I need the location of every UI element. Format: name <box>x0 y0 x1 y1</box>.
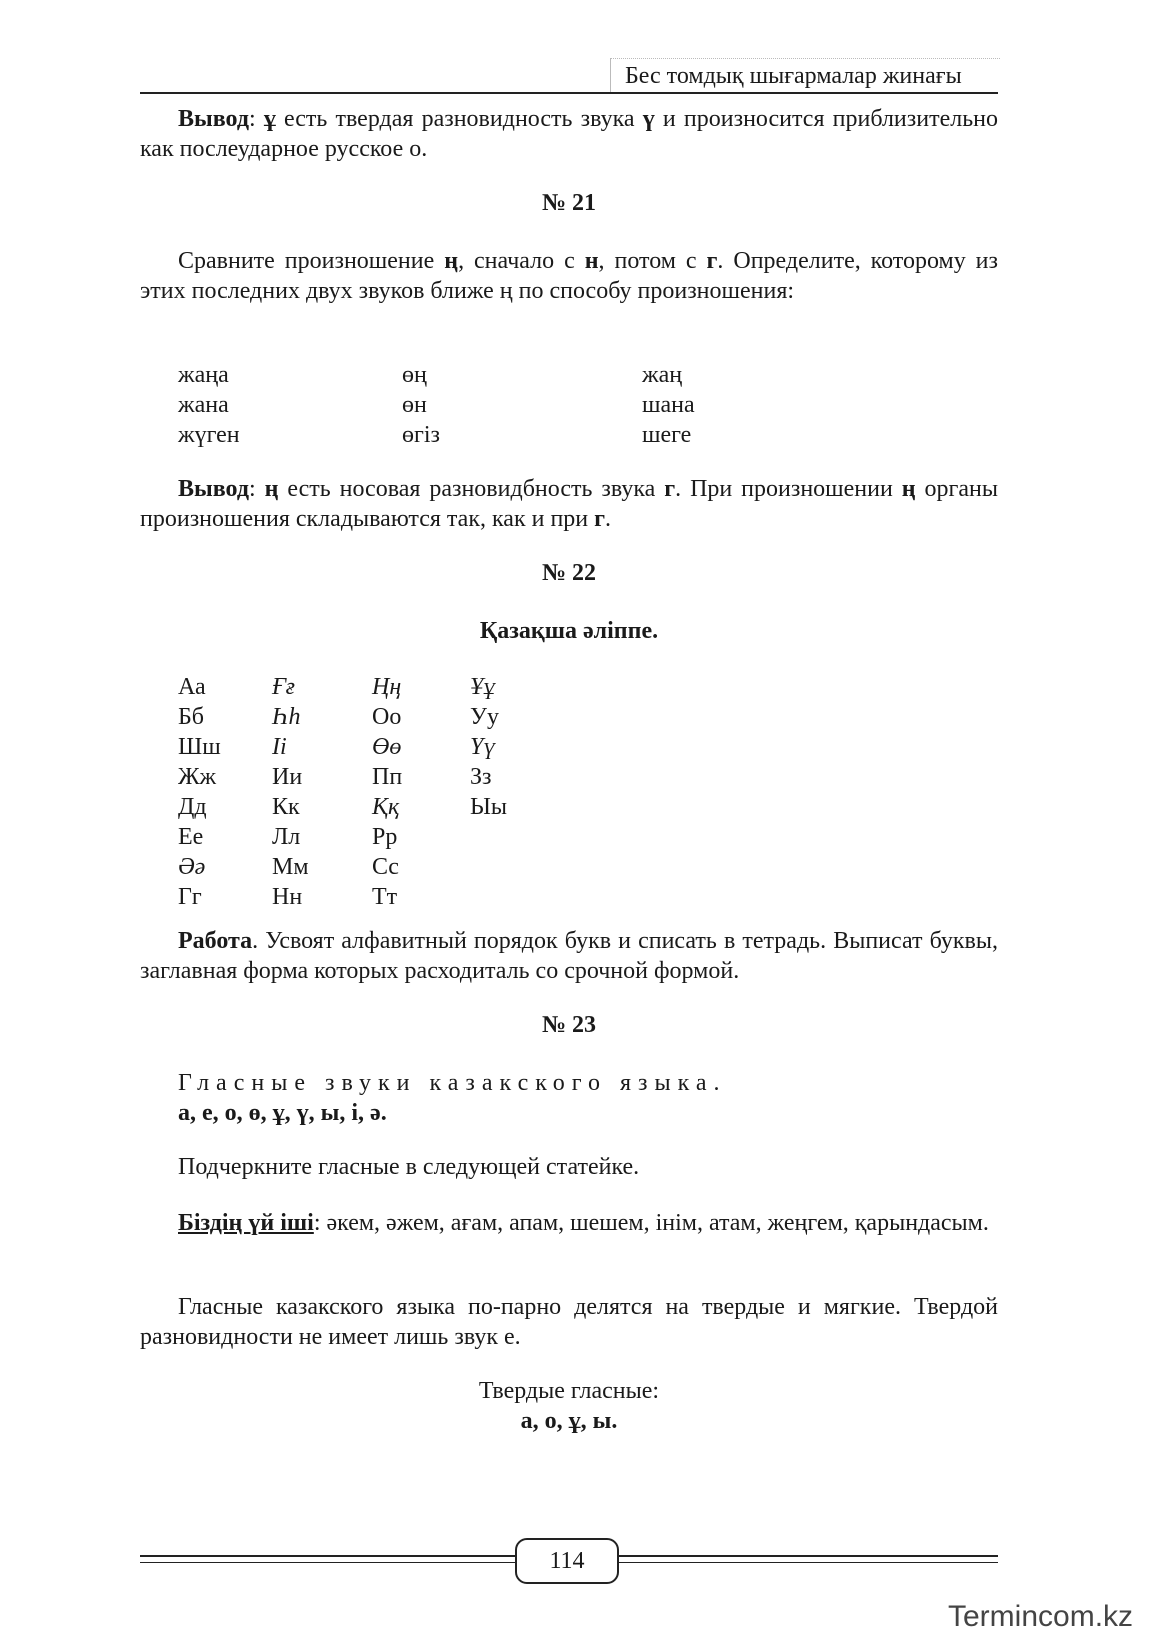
letter: ұ <box>263 106 276 132</box>
previous-conclusion <box>140 104 998 164</box>
letter-pair: Аа <box>178 674 206 700</box>
vowels-heading: Гласные звуки казакского языка. <box>178 1070 727 1096</box>
work-label: Работа <box>178 928 253 954</box>
text-run: : әкем, әжем, ағам, апам, шешем, інім, атам, жеңгем, қарындасым. <box>313 1210 989 1236</box>
page-number: 114 <box>515 1538 619 1584</box>
text-run: и произносится приблизительно как послеударное русское о. <box>140 106 999 162</box>
exercise-21-number <box>140 188 998 218</box>
letter-pair: Іі <box>272 734 287 760</box>
conclusion-paragraph <box>140 474 998 534</box>
text-run: , сначало с <box>458 248 585 274</box>
text-run: : <box>249 106 264 132</box>
letter-pair: Зз <box>470 764 492 790</box>
hard-vowels-list <box>140 1406 998 1436</box>
letter-pair: Ққ <box>372 794 400 820</box>
alphabet-column-2 <box>272 672 309 912</box>
conclusion-label: Вывод <box>178 106 249 132</box>
letter-pair: Жж <box>178 764 217 790</box>
alphabet-column-4 <box>470 672 507 822</box>
exercise-21-conclusion <box>140 474 998 534</box>
conclusion-label: Вывод <box>178 476 249 502</box>
letter-pair: Уу <box>470 704 499 730</box>
word: өң <box>402 362 427 388</box>
letter-pair: Нн <box>272 884 303 910</box>
text-run: . Определите, которому из этих последних двух звуков ближе ң по способу произношения: <box>140 248 998 304</box>
word-column-3 <box>642 360 695 450</box>
word: жана <box>178 392 229 418</box>
text-run: . Усвоят алфавитный порядок букв и списать в тетрадь. Выписат буквы, заглавная форма которых расходиталь со срочной формой. <box>140 928 998 984</box>
conclusion-paragraph <box>140 104 998 164</box>
hard-vowels-heading: Твердые гласные: <box>478 1378 660 1404</box>
alphabet-column-3 <box>372 672 402 912</box>
exercise-22-number <box>140 558 998 588</box>
task-paragraph: Подчеркните гласные в следующей статейке. <box>178 1154 640 1180</box>
exercise-23-number <box>140 1010 998 1040</box>
letter: ң <box>901 476 916 502</box>
footer-rule-left-thin <box>140 1562 515 1563</box>
text-run: . <box>605 506 612 532</box>
letter-pair: Бб <box>178 704 204 730</box>
letter-pair: Ғғ <box>272 674 296 700</box>
task-paragraph <box>140 246 998 306</box>
alphabet-table <box>140 672 640 914</box>
text-run: есть носовая разновидбность звука <box>278 476 665 502</box>
letter: ң <box>264 476 279 502</box>
letter-pair: Оо <box>372 704 402 730</box>
letter: ү <box>642 106 655 132</box>
text-run: органы произношения складываются так, как и при <box>140 476 998 532</box>
letter-pair: Ңң <box>372 674 402 700</box>
footer-rule-right <box>619 1555 998 1557</box>
text-run: Сравните произношение <box>178 248 445 274</box>
text-paragraph <box>140 1208 998 1238</box>
text-run: , потом с <box>598 248 707 274</box>
letter-pair: Кк <box>272 794 300 820</box>
word-column-1 <box>178 360 240 450</box>
alphabet-title: Қазақша әліппе. <box>479 618 659 644</box>
letter-pair: Шш <box>178 734 221 760</box>
letter-pair: Әә <box>178 854 206 880</box>
letter-pair: Өө <box>372 734 402 760</box>
letter-pair: Ұұ <box>470 674 496 700</box>
alphabet-column-1 <box>178 672 221 912</box>
letter-pair: Үү <box>470 734 496 760</box>
text-title: Біздің үй іші <box>178 1210 314 1236</box>
word: жаң <box>642 362 683 388</box>
vowels-list-text: а, е, о, ө, ұ, ү, ы, і, ә. <box>178 1100 387 1126</box>
letter-pair: Ии <box>272 764 303 790</box>
letter-pair: Һһ <box>272 704 301 730</box>
vowels-heading-block <box>140 1068 998 1128</box>
letter: г <box>706 248 718 274</box>
vowels-list <box>140 1098 998 1128</box>
letter-pair: Ыы <box>470 794 508 820</box>
letter-pair: Сс <box>372 854 399 880</box>
exercise-21-task <box>140 246 998 306</box>
letter-pair: Гг <box>178 884 202 910</box>
word-columns <box>140 360 998 452</box>
word: шана <box>642 392 695 418</box>
letter: г <box>664 476 676 502</box>
text-run: : <box>249 476 265 502</box>
text-run: есть твердая разновидность звука <box>275 106 643 132</box>
exercise-23-paragraph <box>140 1292 998 1352</box>
letter-pair: Дд <box>178 794 207 820</box>
work-paragraph <box>140 926 998 986</box>
text-run: . При произношении <box>675 476 902 502</box>
letter-pair: Рр <box>372 824 398 850</box>
letter-pair: Пп <box>372 764 403 790</box>
letter-pair: Лл <box>272 824 301 850</box>
exercise-22-work <box>140 926 998 986</box>
running-header-title: Бес томдық шығармалар жинағы <box>610 58 1000 92</box>
word: жүген <box>178 422 240 448</box>
letter-pair: Тт <box>372 884 398 910</box>
header-rule <box>140 92 998 94</box>
letter: ң <box>444 248 459 274</box>
word: өгіз <box>402 422 440 448</box>
letter: н <box>584 248 599 274</box>
word: жаңа <box>178 362 229 388</box>
word: шеге <box>642 422 692 448</box>
word-column-2 <box>402 360 440 450</box>
letter: г <box>594 506 606 532</box>
exercise-23-text <box>140 1208 998 1238</box>
exercise-22-title <box>140 616 998 646</box>
hard-vowels-block <box>140 1376 998 1436</box>
letter-pair: Мм <box>272 854 309 880</box>
hard-vowels-list-text: а, о, ұ, ы. <box>520 1408 618 1434</box>
exercise-number: № 23 <box>541 1012 597 1038</box>
word: өн <box>402 392 427 418</box>
exercise-23-task <box>140 1152 998 1182</box>
letter-pair: Ее <box>178 824 204 850</box>
footer-rule-right-thin <box>619 1562 998 1563</box>
exercise-number: № 22 <box>541 560 597 586</box>
rule-paragraph: Гласные казакского языка по-парно делятся на твердые и мягкие. Твердой разновидности не имеет лишь звук е. <box>140 1294 998 1350</box>
exercise-number: № 21 <box>541 190 597 216</box>
watermark-logo: Termincom.kz <box>948 1600 1134 1633</box>
footer-rule-left <box>140 1555 515 1557</box>
